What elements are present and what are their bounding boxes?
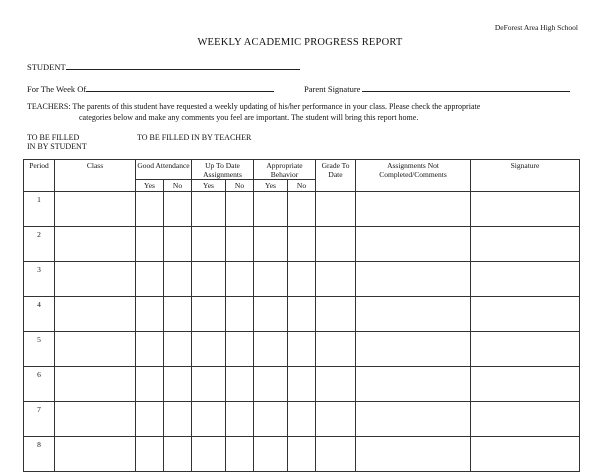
class-cell[interactable] (55, 402, 136, 437)
student-field[interactable] (27, 60, 300, 72)
assignments-yes-cell[interactable] (192, 192, 226, 227)
assignments-no-cell[interactable] (226, 402, 254, 437)
class-cell[interactable] (55, 367, 136, 402)
table-row (24, 367, 580, 402)
assignments-no-header: No (226, 180, 254, 192)
attendance-yes-cell[interactable] (136, 192, 164, 227)
signature-cell[interactable] (471, 262, 580, 297)
attendance-yes-cell[interactable] (136, 332, 164, 367)
attendance-no-cell[interactable] (164, 402, 192, 437)
comments-cell[interactable] (356, 437, 471, 472)
signature-cell[interactable] (471, 402, 580, 437)
table-row (24, 227, 580, 262)
comments-cell[interactable] (356, 297, 471, 332)
grade-cell[interactable] (316, 192, 356, 227)
attendance-yes-cell[interactable] (136, 297, 164, 332)
behavior-yes-header: Yes (254, 180, 288, 192)
signature-cell[interactable] (471, 297, 580, 332)
class-cell[interactable] (55, 227, 136, 262)
attendance-no-cell[interactable] (164, 367, 192, 402)
behavior-no-cell[interactable] (288, 402, 316, 437)
grade-cell[interactable] (316, 402, 356, 437)
student-fill-line2: IN BY STUDENT (27, 142, 87, 151)
grade-cell[interactable] (316, 262, 356, 297)
class-cell[interactable] (55, 262, 136, 297)
student-label: STUDENT (27, 62, 66, 72)
header-class: Class (55, 160, 136, 192)
grade-cell[interactable] (316, 297, 356, 332)
progress-table (23, 159, 580, 472)
attendance-yes-cell[interactable] (136, 402, 164, 437)
signature-cell[interactable] (471, 192, 580, 227)
assignments-yes-cell[interactable] (192, 262, 226, 297)
table-row (24, 332, 580, 367)
attendance-no-cell[interactable] (164, 437, 192, 472)
teachers-note (27, 101, 587, 123)
attendance-no-header: No (164, 180, 192, 192)
behavior-no-cell[interactable] (288, 367, 316, 402)
behavior-yes-cell[interactable] (254, 262, 288, 297)
comments-cell[interactable] (356, 227, 471, 262)
grade-cell[interactable] (316, 367, 356, 402)
assignments-no-cell[interactable] (226, 227, 254, 262)
assignments-no-cell[interactable] (226, 297, 254, 332)
table-row (24, 402, 580, 437)
period-number: 6 (24, 367, 55, 402)
behavior-no-cell[interactable] (288, 262, 316, 297)
behavior-no-cell[interactable] (288, 437, 316, 472)
header-signature: Signature (471, 160, 580, 192)
assignments-no-cell[interactable] (226, 332, 254, 367)
table-row (24, 297, 580, 332)
behavior-no-header: No (288, 180, 316, 192)
table-row (24, 262, 580, 297)
attendance-no-cell[interactable] (164, 332, 192, 367)
comments-cell[interactable] (356, 402, 471, 437)
teachers-note-line2: categories below and make any comments you feel are important. The student will bring this report home. (79, 113, 419, 122)
grade-cell[interactable] (316, 332, 356, 367)
assignments-no-cell[interactable] (226, 262, 254, 297)
student-fill-label (27, 133, 87, 151)
behavior-no-cell[interactable] (288, 332, 316, 367)
school-name: DeForest Area High School (494, 23, 578, 32)
behavior-no-cell[interactable] (288, 192, 316, 227)
comments-cell[interactable] (356, 332, 471, 367)
signature-cell[interactable] (471, 332, 580, 367)
attendance-no-cell[interactable] (164, 192, 192, 227)
header-behavior: Appropriate Behavior (254, 160, 316, 180)
class-cell[interactable] (55, 192, 136, 227)
parent-signature-line[interactable] (362, 82, 570, 92)
behavior-no-cell[interactable] (288, 227, 316, 262)
attendance-yes-cell[interactable] (136, 227, 164, 262)
attendance-yes-cell[interactable] (136, 367, 164, 402)
header-grade: Grade To Date (316, 160, 356, 192)
attendance-yes-cell[interactable] (136, 437, 164, 472)
assignments-yes-header: Yes (192, 180, 226, 192)
teacher-fill-label: TO BE FILLED IN BY TEACHER (137, 133, 252, 142)
student-fill-line1: TO BE FILLED (27, 133, 80, 142)
period-number: 3 (24, 262, 55, 297)
behavior-yes-cell[interactable] (254, 437, 288, 472)
behavior-yes-cell[interactable] (254, 402, 288, 437)
assignments-no-cell[interactable] (226, 367, 254, 402)
header-period: Period (24, 160, 55, 192)
behavior-yes-cell[interactable] (254, 367, 288, 402)
assignments-no-cell[interactable] (226, 437, 254, 472)
header-assignments: Up To Date Assignments (192, 160, 254, 180)
behavior-yes-cell[interactable] (254, 227, 288, 262)
assignments-yes-cell[interactable] (192, 367, 226, 402)
behavior-no-cell[interactable] (288, 297, 316, 332)
week-line[interactable] (86, 82, 274, 92)
comments-cell[interactable] (356, 367, 471, 402)
period-number: 4 (24, 297, 55, 332)
attendance-no-cell[interactable] (164, 262, 192, 297)
period-number: 1 (24, 192, 55, 227)
attendance-yes-cell[interactable] (136, 262, 164, 297)
class-cell[interactable] (55, 332, 136, 367)
attendance-no-cell[interactable] (164, 297, 192, 332)
assignments-yes-cell[interactable] (192, 402, 226, 437)
report-title: WEEKLY ACADEMIC PROGRESS REPORT (197, 37, 403, 48)
header-not-completed: Assignments Not Completed/Comments (356, 160, 471, 192)
period-number: 5 (24, 332, 55, 367)
period-number: 7 (24, 402, 55, 437)
period-number: 2 (24, 227, 55, 262)
week-label: For The Week Of (27, 84, 87, 94)
parent-signature-label: Parent Signature (304, 84, 361, 94)
grade-cell[interactable] (316, 437, 356, 472)
signature-cell[interactable] (471, 437, 580, 472)
signature-cell[interactable] (471, 227, 580, 262)
attendance-yes-header: Yes (136, 180, 164, 192)
comments-cell[interactable] (356, 192, 471, 227)
table-row (24, 192, 580, 227)
teachers-note-line1: TEACHERS: The parents of this student have requested a weekly updating of his/her performance in your class. Please check the appropriate (27, 102, 481, 111)
assignments-no-cell[interactable] (226, 192, 254, 227)
assignments-yes-cell[interactable] (192, 297, 226, 332)
table-row (24, 437, 580, 472)
attendance-no-cell[interactable] (164, 227, 192, 262)
assignments-yes-cell[interactable] (192, 437, 226, 472)
class-cell[interactable] (55, 297, 136, 332)
signature-cell[interactable] (471, 367, 580, 402)
behavior-yes-cell[interactable] (254, 297, 288, 332)
comments-cell[interactable] (356, 262, 471, 297)
header-attendance: Good Attendance (136, 160, 192, 180)
week-field[interactable] (27, 82, 274, 94)
parent-signature-field[interactable] (304, 82, 570, 94)
period-number: 8 (24, 437, 55, 472)
student-line[interactable] (66, 60, 300, 70)
assignments-yes-cell[interactable] (192, 332, 226, 367)
assignments-yes-cell[interactable] (192, 227, 226, 262)
grade-cell[interactable] (316, 227, 356, 262)
class-cell[interactable] (55, 437, 136, 472)
behavior-yes-cell[interactable] (254, 192, 288, 227)
behavior-yes-cell[interactable] (254, 332, 288, 367)
